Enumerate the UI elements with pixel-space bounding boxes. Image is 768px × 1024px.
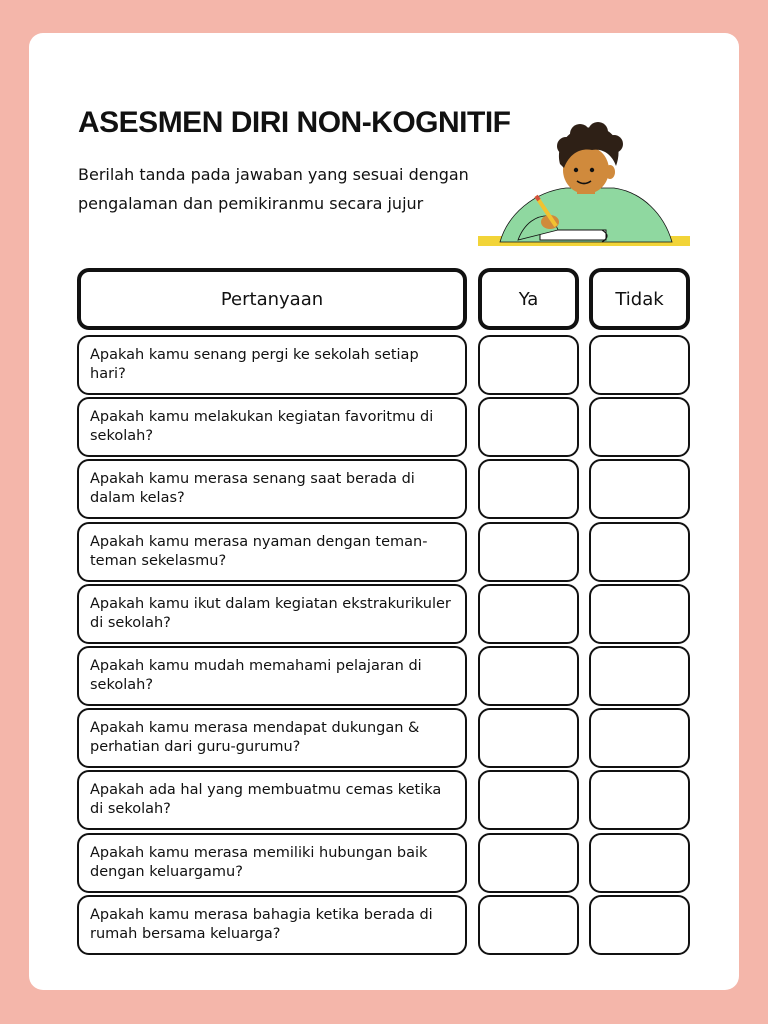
question-8 [77,770,467,830]
question-text: Apakah kamu senang pergi ke sekolah setiap hari? [90,347,419,382]
header-yes [478,268,579,330]
answer-yes-checkbox-4[interactable] [478,522,579,582]
header-question [77,268,467,330]
header-question-label: Pertanyaan [220,288,324,310]
question-text: Apakah kamu merasa mendapat dukungan & perhatian dari guru-gurumu? [90,720,420,755]
question-text: Apakah kamu merasa bahagia ketika berada di rumah bersama keluarga? [90,907,433,942]
answer-no-checkbox-9[interactable] [589,833,690,893]
header-no-label: Tidak [615,288,664,310]
answer-yes-checkbox-3[interactable] [478,459,579,519]
answer-no-checkbox-10[interactable] [589,895,690,955]
answer-no-checkbox-3[interactable] [589,459,690,519]
answer-no-checkbox-1[interactable] [589,335,690,395]
page-title: ASESMEN DIRI NON-KOGNITIF [78,106,511,139]
question-3 [77,459,467,519]
answer-no-checkbox-6[interactable] [589,646,690,706]
answer-yes-checkbox-9[interactable] [478,833,579,893]
answer-no-checkbox-8[interactable] [589,770,690,830]
answer-yes-checkbox-10[interactable] [478,895,579,955]
answer-yes-checkbox-8[interactable] [478,770,579,830]
answer-no-checkbox-2[interactable] [589,397,690,457]
question-9 [77,833,467,893]
question-2 [77,397,467,457]
question-text: Apakah kamu merasa memiliki hubungan baik dengan keluargamu? [90,845,428,880]
answer-no-checkbox-5[interactable] [589,584,690,644]
header-no [589,268,690,330]
header-yes-label: Ya [518,288,539,310]
question-text: Apakah kamu melakukan kegiatan favoritmu di sekolah? [90,409,434,444]
answer-yes-checkbox-2[interactable] [478,397,579,457]
answer-yes-checkbox-5[interactable] [478,584,579,644]
answer-yes-checkbox-1[interactable] [478,335,579,395]
question-text: Apakah kamu mudah memahami pelajaran di sekolah? [90,658,422,693]
question-10 [77,895,467,955]
question-5 [77,584,467,644]
answer-no-checkbox-4[interactable] [589,522,690,582]
question-text: Apakah kamu merasa nyaman dengan teman-teman sekelasmu? [90,534,428,569]
question-6 [77,646,467,706]
question-1 [77,335,467,395]
answer-no-checkbox-7[interactable] [589,708,690,768]
answer-yes-checkbox-6[interactable] [478,646,579,706]
student-writing-illustration [474,118,696,254]
answer-yes-checkbox-7[interactable] [478,708,579,768]
question-text: Apakah ada hal yang membuatmu cemas ketika di sekolah? [90,782,442,817]
question-text: Apakah kamu merasa senang saat berada di dalam kelas? [90,471,415,506]
instruction-text: Berilah tanda pada jawaban yang sesuai dengan pengalaman dan pemikiranmu secara jujur [78,165,469,213]
question-4 [77,522,467,582]
question-text: Apakah kamu ikut dalam kegiatan ekstrakurikuler di sekolah? [90,596,451,631]
question-7 [77,708,467,768]
